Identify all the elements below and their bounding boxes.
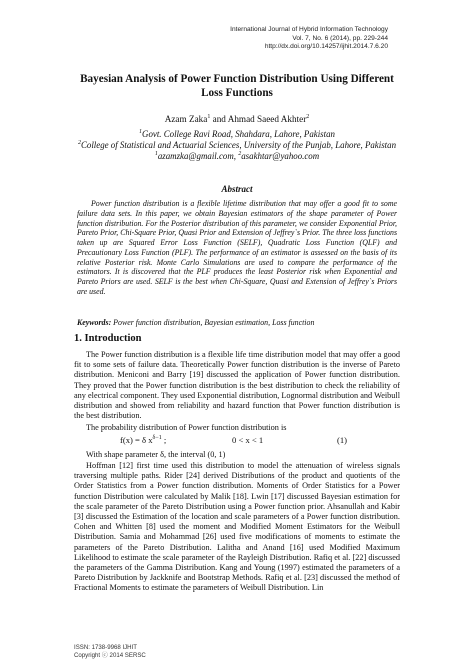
journal-name: International Journal of Hybrid Information Technology <box>230 26 388 33</box>
affiliations <box>72 129 402 162</box>
footer-issn: ISSN: 1738-9968 IJHIT <box>74 644 137 651</box>
intro-paragraph-2: The probability distribution of Power function distribution is <box>86 423 287 432</box>
footer-copyright: Copyright ⓒ 2014 SERSC <box>74 652 146 659</box>
intro-paragraph-4: Hoffman [12] first time used this distribution to model the attenuation of wireless signals traversing multiple paths. Rider [24] derived Distributions of the product and quotients of the Order Statistics from a Power function distribution. Moments of Order Statistics for a Power function Distribution were calculated by Malik [18]. Lwin [17] discussed Bayesian estimation for the scale parameter of the Pareto Distribution using a Power function prior. Ahsanullah and Kabir [3] discussed the Estimation of the location and scale parameters of a Power function distribution. Cohen and Whitten [8] used the moment and Modified Moment Estimators for the Weibull Distribution. Samia and Mohammad [26] used five modifications of moments to estimate the parameters of the Pareto Distribution. Lalitha and Anand [16] used Modified Maximum Likelihood to estimate the scale parameter of the Rayleigh Distribution. Rafiq et al. [22] discussed the parameters of the Gamma Distribution. Kang and Young (1997) estimated the parameters of a Pareto Distribution by Jackknife and Bootstrap Methods. Rafiq et al. [23] discussed the method of Fractional Moments to estimate the parameters of Weibull Distribution. Lin <box>74 461 400 593</box>
equation-formula: f(x) = δ $x^{\delta-1}$ ; <box>120 435 167 445</box>
keywords <box>77 318 397 328</box>
journal-doi[interactable]: http://dx.doi.org/10.14257/ijhit.2014.7.6.20 <box>264 43 388 51</box>
abstract-text: Power function distribution is a flexible lifetime distribution that may offer a good fit to some failure data sets. In this paper, we obtain Bayesian estimators of the shape parameter of Power function distribution. For the Posterior distribution of this parameter, we consider Exponential Prior, Pareto Prior, Chi-Square Prior, Quasi Prior and Extension of Jeffrey`s Prior. The three loss functions taken up are Squared Error Loss Function (SELF), Quadratic Loss Function (QLF) and Precautionary Loss Function (PLF). The performance of an estimator is assessed on the basis of its relative Posterior risk. Monte Carlo Simulations are used to compare the performance of the estimators. It is discovered that the PLF produces the least Posterior risk when Exponential and Pareto Priors are used. SELF is the best when Chi-Square, Quasi and Extension of Jeffrey`s Priors are used. <box>77 199 397 296</box>
abstract-heading: Abstract <box>221 184 253 194</box>
keywords-label: Keywords: <box>77 318 112 327</box>
intro-paragraph-3: With shape parameter δ, the interval (0, 1) <box>86 450 226 459</box>
paper-title: Bayesian Analysis of Power Function Distribution Using Different Loss Functions <box>80 73 394 99</box>
equation-1 <box>74 434 400 448</box>
affiliation-2: $^2$College of Statistical and Actuarial Sciences, University of the Punjab, Lahore, Pakistan <box>77 140 397 150</box>
author-list: Azam Zaka$^1$ and Ahmad Saeed Akhter$^2$ <box>164 113 310 124</box>
intro-paragraph-1: The Power function distribution is a flexible life time distribution model that may offer a good fit to some sets of failure data. Theoretically Power function distribution is the inverse of Pareto distribution. Meniconi and Barry [19] discussed the application of Power function distribution. They proved that the Power function distribution is the best distribution to check the reliability of any electrical component. They used Exponential distribution, Lognormal distribution and Weibull distribution and showed from reliability and hazard function that Power function distribution is the best distribution. <box>74 350 400 421</box>
keywords-list: Power function distribution, Bayesian estimation, Loss function <box>111 318 315 327</box>
journal-header <box>230 26 388 52</box>
author-name: Azam Zaka <box>164 114 208 124</box>
equation-range: 0 < x < 1 <box>232 435 264 445</box>
page-footer <box>74 644 146 660</box>
equation-number: (1) <box>336 435 347 445</box>
affiliation-1: $^1$Govt. College Ravi Road, Shahdara, Lahore, Pakistan <box>139 129 335 139</box>
journal-volume: Vol. 7, No. 6 (2014), pp. 229-244 <box>292 34 388 42</box>
author-name: Ahmad Saeed Akhter <box>227 114 307 124</box>
author-emails[interactable]: $^1$azamzka@gmail.com, $^2$asakhtar@yahoo.com <box>154 151 320 161</box>
section-heading-introduction: 1. Introduction <box>74 333 142 344</box>
